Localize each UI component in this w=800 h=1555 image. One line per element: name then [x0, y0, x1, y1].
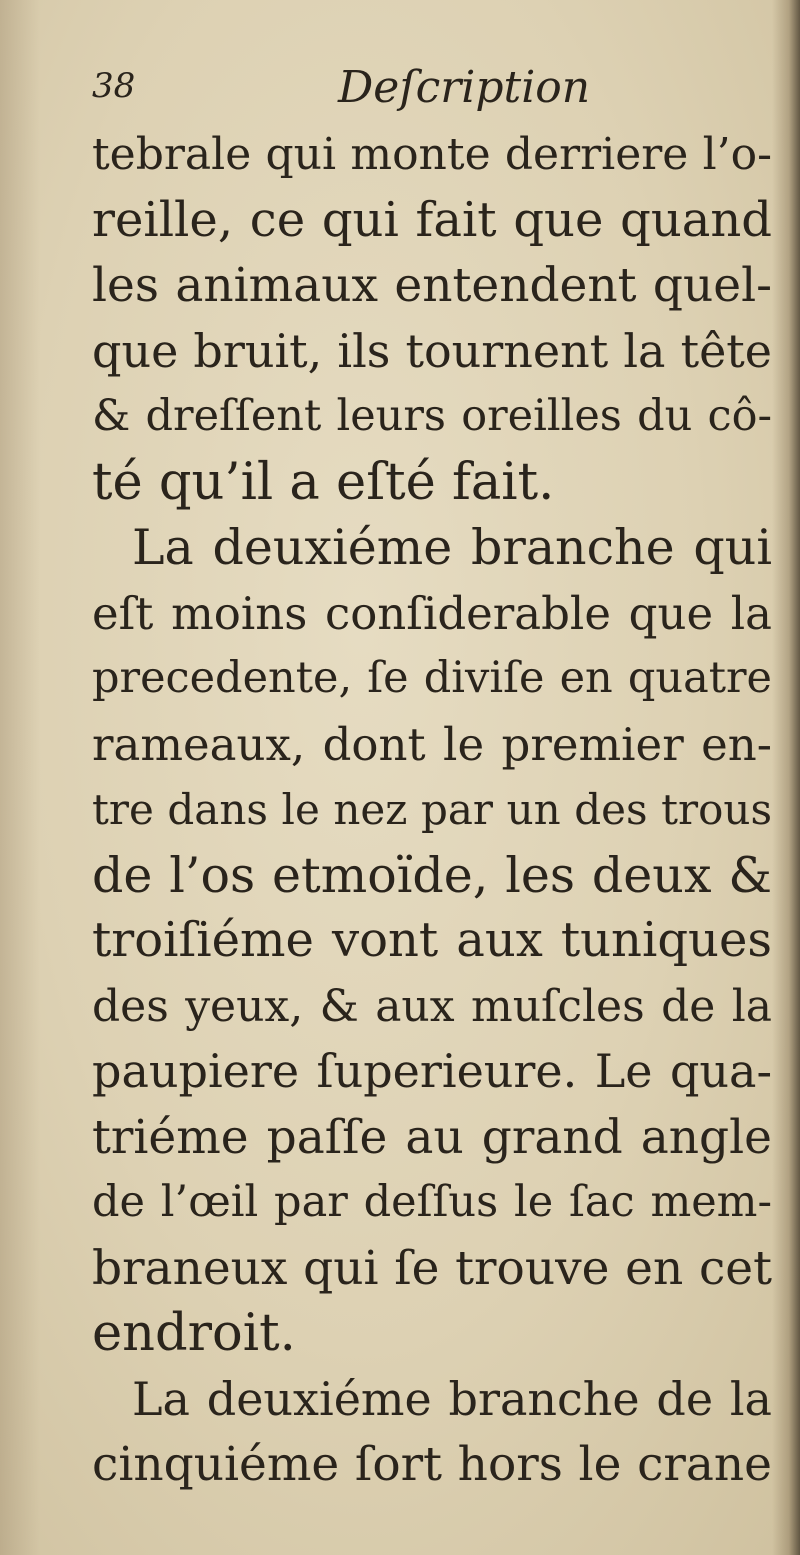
text-line: eſt moins conſiderable que la: [92, 586, 772, 640]
text-line: de l’os etmoïde, les deux &: [92, 846, 772, 904]
text-line: & dreſſent leurs oreilles du cô-: [92, 391, 772, 441]
text-line: La deuxiéme branche de la: [132, 1371, 772, 1426]
text-line: tre dans le nez par un des trous: [92, 785, 772, 834]
text-line: tebrale qui monte derriere l’o-: [92, 129, 772, 180]
text-line: rameaux, dont le premier en-: [92, 717, 772, 771]
text-line: reille, ce qui fait que quand: [92, 191, 772, 248]
text-line: cinquiéme ſort hors le crane: [92, 1437, 772, 1492]
page-header: [0, 62, 800, 122]
text-line: de l’œil par deſſus le ſac mem-: [92, 1177, 772, 1227]
text-line: precedente, ſe diviſe en quatre: [92, 653, 772, 703]
text-line: endroit.: [92, 1304, 296, 1363]
text-line: té qu’il a eſté fait.: [92, 452, 555, 512]
text-line: paupiere ſuperieure. Le qua-: [92, 1044, 772, 1098]
body-text: [92, 122, 772, 1498]
page-number: 38: [92, 66, 136, 106]
text-line: que bruit, ils tournent la tête: [92, 323, 772, 378]
text-line: les animaux entendent quel-: [92, 258, 772, 313]
page-gutter-shade: [0, 0, 40, 1555]
page-edge-shadow: [772, 0, 800, 1555]
text-line: des yeux, & aux muſcles de la: [92, 980, 772, 1032]
text-line: La deuxiéme branche qui: [132, 519, 772, 576]
text-line: troiſiéme vont aux tuniques: [92, 912, 772, 968]
text-line: triéme paſſe au grand angle: [92, 1109, 772, 1165]
text-line: braneux qui ſe trouve en cet: [92, 1240, 772, 1296]
running-title: Deſcription: [338, 62, 591, 113]
